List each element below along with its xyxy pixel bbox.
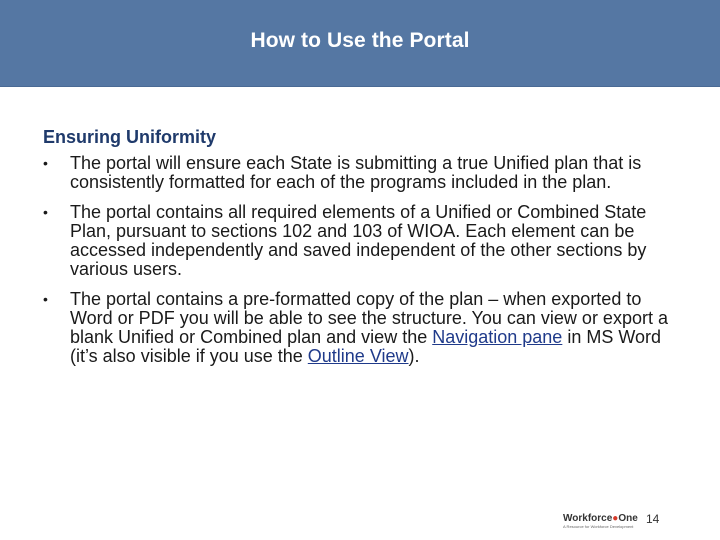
bullet-item — [43, 203, 683, 279]
logo-tagline: A Resource for Workforce Development — [563, 524, 634, 529]
outline-view-link[interactable]: Outline View — [307, 346, 409, 366]
bullet-icon: • — [43, 155, 48, 171]
bullet-item — [43, 154, 683, 192]
bullet-icon: • — [43, 204, 48, 220]
bullet-text: The portal contains all required elements of a Unified or Combined State Plan, pursuant to sections 102 and 103 of WIOA. Each element can be accessed independently and saved independent of the other sections by various users. — [70, 202, 647, 279]
bullet-text: The portal will ensure each State is submitting a true Unified plan that is consistently formatted for each of the programs included in the plan. — [70, 153, 642, 192]
section-heading: Ensuring Uniformity — [43, 127, 217, 147]
bullet-text-start: The portal contains a pre-formatted copy of the plan – when exported to Word or PDF you will be able to see the structure. You can view or export a blank Unified or Combined plan and view the — [70, 289, 668, 347]
slide-title: How to Use the Portal — [250, 29, 470, 52]
bullet-list — [43, 154, 683, 366]
bullet-text-end: ). — [408, 346, 420, 366]
logo-word-1: Workforce — [563, 513, 613, 524]
slide-content — [43, 127, 683, 377]
bullet-text-middle: in MS Word (it’s also visible if you use the — [70, 327, 662, 366]
logo-mark-icon: ● — [612, 513, 619, 524]
navigation-pane-link[interactable]: Navigation pane — [432, 327, 563, 347]
page-number: 14 — [646, 512, 660, 526]
logo-word-2: One — [618, 513, 638, 524]
workforce-one-logo — [563, 513, 638, 535]
title-banner — [0, 0, 720, 87]
bullet-icon: • — [43, 291, 48, 307]
bullet-item — [43, 290, 683, 366]
logo-wordmark — [563, 513, 638, 524]
